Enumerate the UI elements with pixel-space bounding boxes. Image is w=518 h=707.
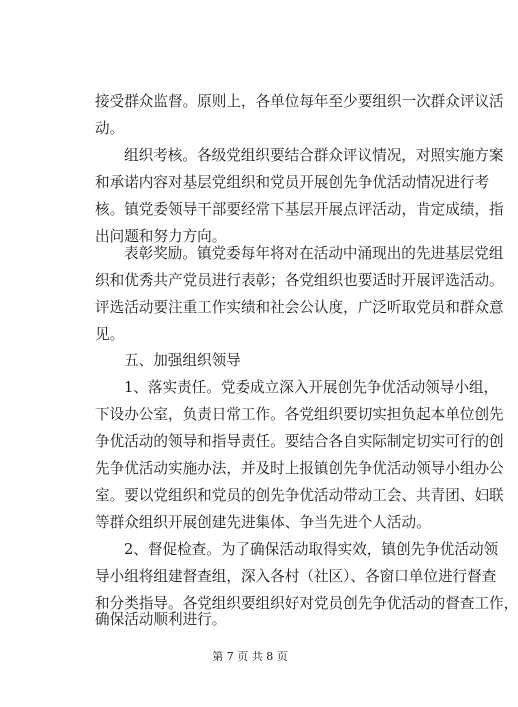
body-line: 导小组将组建督查组，深入各村（社区）、各窗口单位进行督查: [95, 568, 497, 585]
body-line: 确保活动顺利进行。: [95, 611, 227, 628]
page-footer: 第 7 页 共 8 页: [212, 650, 288, 663]
section-heading: 五、加强组织领导: [124, 352, 241, 369]
body-line: 室。要以党组织和党员的创先争优活动带动工会、共青团、妇联: [95, 487, 504, 504]
body-line: 表彰奖励。镇党委每年将对在活动中涌现出的先进基层党组: [124, 245, 504, 262]
body-line: 见。: [95, 326, 125, 343]
body-line: 先争优活动实施办法，并及时上报镇创先争优活动领导小组办公: [95, 460, 504, 477]
body-line: 织和优秀共产党员进行表彰；各党组织也要适时开展评选活动。: [95, 272, 504, 289]
body-line: 争优活动的领导和指导责任。要结合各自实际制定切实可行的创: [95, 433, 504, 450]
body-line: 1、落实责任。党委成立深入开展创先争优活动领导小组，: [124, 379, 499, 396]
body-line: 核。镇党委领导干部要经常下基层开展点评活动，肯定成绩，指: [95, 201, 504, 218]
body-line: 下设办公室，负责日常工作。各党组织要切实担负起本单位创先: [95, 406, 504, 423]
body-line: 评选活动要注重工作实绩和社会公认度，广泛听取党员和群众意: [95, 299, 504, 316]
body-line: 和分类指导。各党组织要组织好对党员创先争优活动的督查工作，: [95, 595, 518, 612]
body-line: 出问题和努力方向。: [95, 228, 227, 245]
body-line: 组织考核。各级党组织要结合群众评议情况，对照实施方案: [124, 147, 504, 164]
body-line: 2、督促检查。为了确保活动取得实效，镇创先争优活动领: [124, 541, 499, 558]
body-line: 等群众组织开展创建先进集体、争当先进个人活动。: [95, 514, 431, 531]
body-line: 接受群众监督。原则上，各单位每年至少要组织一次群众评议活: [95, 93, 504, 110]
body-line: 和承诺内容对基层党组织和党员开展创先争优活动情况进行考: [95, 174, 490, 191]
body-line: 动。: [95, 120, 125, 137]
